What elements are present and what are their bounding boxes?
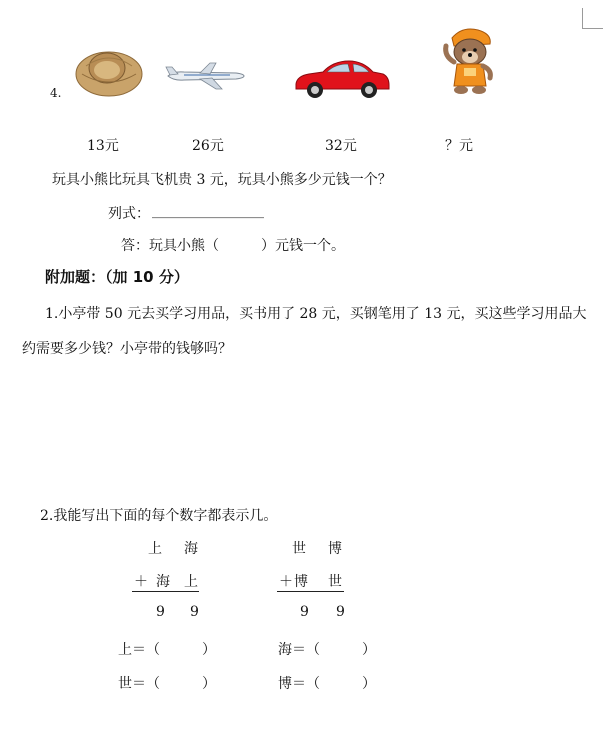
puzzle-left-answer-1: 上＝（ ） [118,642,216,658]
toy-bear-icon [440,26,498,98]
puzzle-left-result-2: 9 [190,604,199,620]
formula-blank: ________________ [152,203,264,219]
puzzle-right-mid-1: 博 [294,574,308,590]
puzzle-right-top-2: 博 [328,541,342,557]
bonus-q1-line1: 1.小亭带 50 元去买学习用品，买书用了 28 元，买钢笔用了 13 元，买这些学习用品大 [45,306,587,322]
question-text: 玩具小熊比玩具飞机贵 3 元，玩具小熊多少元钱一个？ [52,172,392,188]
puzzle-right-answer-1: 海＝（ ） [278,642,376,658]
puzzle-right-mid-2: 世 [328,574,342,590]
puzzle-left-mid-1: 海 [156,574,170,590]
page-corner-mark [582,8,603,29]
puzzle-left-mid-2: 上 [184,574,198,590]
puzzle-right-op: ＋ [279,574,293,590]
puzzle-right-result-2: 9 [336,604,345,620]
bonus-q1-line2: 约需要多少钱？小亭带的钱够吗？ [22,341,232,357]
puzzle-right-top-1: 世 [292,541,306,557]
red-car-icon [293,57,391,101]
puzzle-left-sum-line [132,591,199,592]
puzzle-left-top-2: 海 [184,541,198,557]
bonus-q2-title: 2.我能写出下面的每个数字都表示几。 [40,508,278,524]
puzzle-right-sum-line [277,591,344,592]
price-hat: 13元 [87,138,119,154]
price-bear: ？元 [445,138,473,154]
bonus-title: 附加题：（加 10 分） [45,268,189,286]
puzzle-left-top-1: 上 [148,541,162,557]
straw-hat-icon [74,40,144,98]
airplane-icon [164,62,246,90]
puzzle-right-answer-2: 博＝（ ） [278,676,376,692]
formula-label: 列式： [108,206,150,222]
question-number: 4. [50,86,62,100]
puzzle-left-op: ＋ [134,574,148,590]
puzzle-left-result-1: 9 [156,604,165,620]
puzzle-right-result-1: 9 [300,604,309,620]
price-car: 32元 [325,138,357,154]
answer-line: 答：玩具小熊（ ）元钱一个。 [121,238,345,254]
puzzle-left-answer-2: 世＝（ ） [118,676,216,692]
price-airplane: 26元 [192,138,224,154]
